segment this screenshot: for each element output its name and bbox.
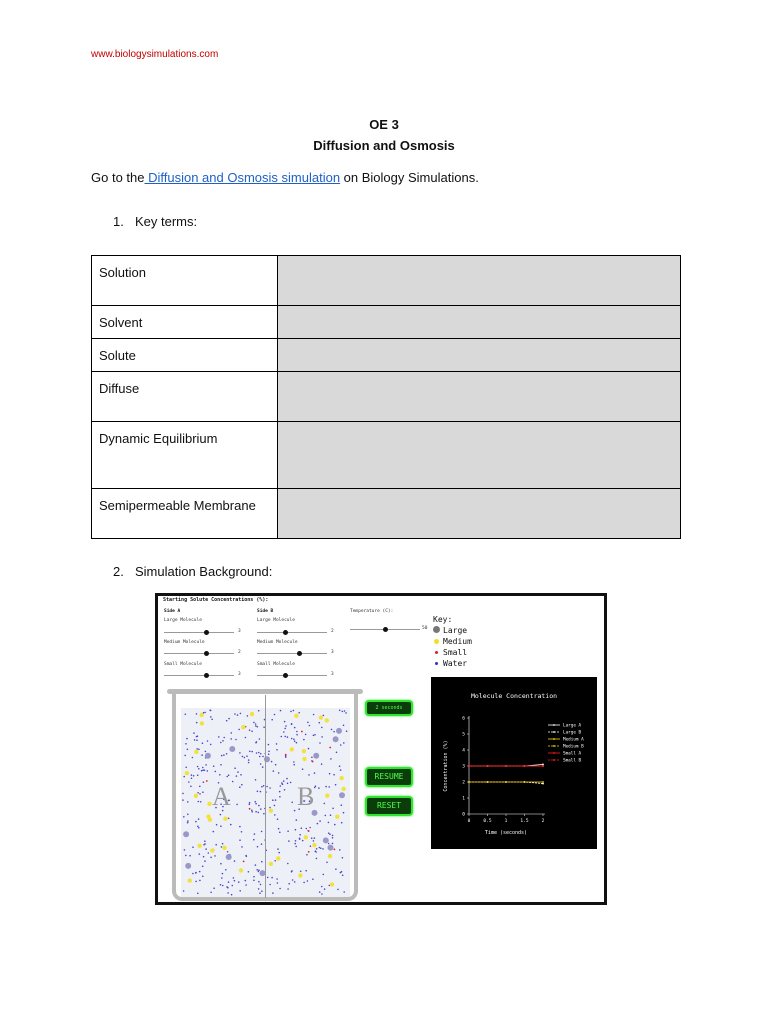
side-b-medium-value: 3	[331, 650, 334, 655]
timer-display: 2 seconds	[365, 700, 413, 716]
answer-cell[interactable]	[278, 306, 681, 339]
question-1	[113, 214, 197, 229]
small-molecule-icon	[435, 651, 438, 654]
key-item-label: Large	[443, 626, 468, 635]
water-molecule-icon	[435, 662, 438, 665]
slider-knob[interactable]	[297, 651, 302, 656]
answer-cell[interactable]	[278, 489, 681, 539]
x-tick-label: 1	[504, 819, 508, 824]
answer-cell[interactable]	[278, 256, 681, 306]
data-point	[468, 765, 470, 767]
medium-molecule-icon	[434, 639, 439, 644]
intro-paragraph	[91, 170, 479, 185]
legend-marker	[553, 745, 555, 747]
legend-label: Medium A	[563, 737, 584, 743]
y-tick-label: 4	[462, 748, 465, 754]
concentration-chart-svg	[431, 677, 597, 849]
side-b-small-label: Small Molecule	[257, 662, 295, 667]
slider-knob[interactable]	[383, 627, 388, 632]
side-b-small-value: 3	[331, 672, 334, 677]
answer-cell[interactable]	[278, 372, 681, 422]
side-b-title: Side B	[257, 609, 274, 614]
data-point	[505, 765, 507, 767]
side-b-medium-label: Medium Molecule	[257, 640, 298, 645]
question-2	[113, 564, 272, 579]
x-tick-label: 1.5	[520, 819, 529, 824]
term-cell: Solvent	[92, 306, 278, 339]
data-point	[505, 781, 507, 783]
legend-marker	[553, 731, 555, 733]
data-point	[524, 765, 526, 767]
table-row	[92, 422, 681, 489]
y-tick-label: 1	[462, 796, 465, 802]
question-1-label: Key terms:	[135, 214, 198, 229]
legend-marker	[553, 738, 555, 740]
key-title: Key:	[433, 615, 453, 624]
side-b-large-slider[interactable]	[257, 632, 327, 633]
legend-label: Small B	[563, 758, 582, 764]
slider-knob[interactable]	[283, 630, 288, 635]
key-item-large	[433, 625, 472, 636]
slider-knob[interactable]	[204, 651, 209, 656]
y-tick-label: 5	[462, 732, 465, 738]
side-a-large-label: Large Molecule	[164, 618, 202, 623]
key-item-label: Water	[443, 659, 468, 668]
data-point	[468, 781, 470, 783]
legend-label: Large A	[563, 723, 582, 729]
side-b-medium-slider[interactable]	[257, 653, 327, 654]
data-point	[487, 781, 489, 783]
y-tick-label: 0	[462, 812, 465, 818]
x-axis-label: Time (seconds)	[484, 830, 528, 836]
intro-prefix: Go to the	[91, 170, 145, 185]
reset-button[interactable]: RESET	[365, 796, 413, 816]
slider-knob[interactable]	[204, 673, 209, 678]
site-link[interactable]: www.biologysimulations.com	[91, 49, 219, 60]
side-a-label: A	[212, 782, 231, 811]
data-point	[487, 765, 489, 767]
data-point	[542, 764, 544, 766]
data-point	[542, 783, 544, 785]
table-row	[92, 256, 681, 306]
assignment-title: Diffusion and Osmosis	[313, 138, 455, 153]
answer-cell[interactable]	[278, 339, 681, 372]
term-cell: Dynamic Equilibrium	[92, 422, 278, 489]
key-item-medium	[433, 636, 472, 647]
large-molecule-icon	[433, 626, 440, 633]
legend-marker	[553, 752, 555, 754]
side-a-large-value: 3	[238, 629, 241, 634]
side-a-small-slider[interactable]	[164, 675, 234, 676]
temperature-label: Temperature (C):	[350, 609, 394, 614]
molecule-key	[433, 614, 472, 669]
legend-label: Large B	[563, 730, 582, 736]
concentration-chart	[431, 677, 597, 849]
side-a-medium-label: Medium Molecule	[164, 640, 205, 645]
data-point	[542, 781, 544, 783]
data-point	[542, 765, 544, 767]
table-row	[92, 372, 681, 422]
data-point	[524, 781, 526, 783]
term-cell: Solution	[92, 256, 278, 306]
key-terms-table	[91, 255, 681, 539]
concentrations-header: Starting Solute Concentrations (%):	[163, 597, 269, 603]
key-item-label: Small	[443, 648, 468, 657]
chart-title: Molecule Concentration	[470, 692, 558, 700]
slider-knob[interactable]	[204, 630, 209, 635]
question-2-label: Simulation Background:	[135, 564, 273, 579]
y-axis-label: Concentration (%)	[443, 740, 449, 792]
assignment-code: OE 3	[369, 117, 399, 132]
table-row	[92, 489, 681, 539]
question-1-number: 1.	[113, 214, 124, 229]
y-tick-label: 2	[462, 780, 465, 786]
resume-button[interactable]: RESUME	[365, 767, 413, 787]
x-tick-label: 0	[467, 819, 471, 824]
legend-marker	[553, 759, 555, 761]
side-a-title: Side A	[164, 609, 181, 614]
side-a-small-label: Small Molecule	[164, 662, 202, 667]
term-cell: Solute	[92, 339, 278, 372]
temperature-slider[interactable]	[350, 629, 420, 630]
x-tick-label: 2	[541, 819, 545, 824]
table-row	[92, 306, 681, 339]
slider-knob[interactable]	[283, 673, 288, 678]
legend-marker	[553, 724, 555, 726]
y-tick-label: 6	[462, 716, 465, 722]
side-b-large-label: Large Molecule	[257, 618, 295, 623]
question-2-number: 2.	[113, 564, 124, 579]
side-a-medium-slider[interactable]	[164, 653, 234, 654]
temperature-value: 50	[422, 626, 428, 631]
legend-label: Medium B	[563, 744, 584, 750]
simulation-screenshot	[155, 593, 607, 905]
semipermeable-membrane	[265, 695, 266, 898]
simulation-link[interactable]: Diffusion and Osmosis simulation	[144, 170, 341, 185]
answer-cell[interactable]	[278, 422, 681, 489]
term-cell: Diffuse	[92, 372, 278, 422]
key-item-small	[433, 647, 472, 658]
side-b-small-slider[interactable]	[257, 675, 327, 676]
intro-suffix: on Biology Simulations.	[340, 170, 479, 185]
side-b-large-value: 2	[331, 629, 334, 634]
side-b-label: B	[297, 782, 315, 811]
x-tick-label: 0.5	[483, 819, 492, 824]
table-row	[92, 339, 681, 372]
y-tick-label: 3	[462, 764, 465, 770]
key-item-water	[433, 658, 472, 669]
key-item-label: Medium	[443, 637, 472, 646]
term-cell: Semipermeable Membrane	[92, 489, 278, 539]
side-a-large-slider[interactable]	[164, 632, 234, 633]
legend-label: Small A	[563, 751, 582, 757]
side-a-medium-value: 2	[238, 650, 241, 655]
side-a-small-value: 3	[238, 672, 241, 677]
